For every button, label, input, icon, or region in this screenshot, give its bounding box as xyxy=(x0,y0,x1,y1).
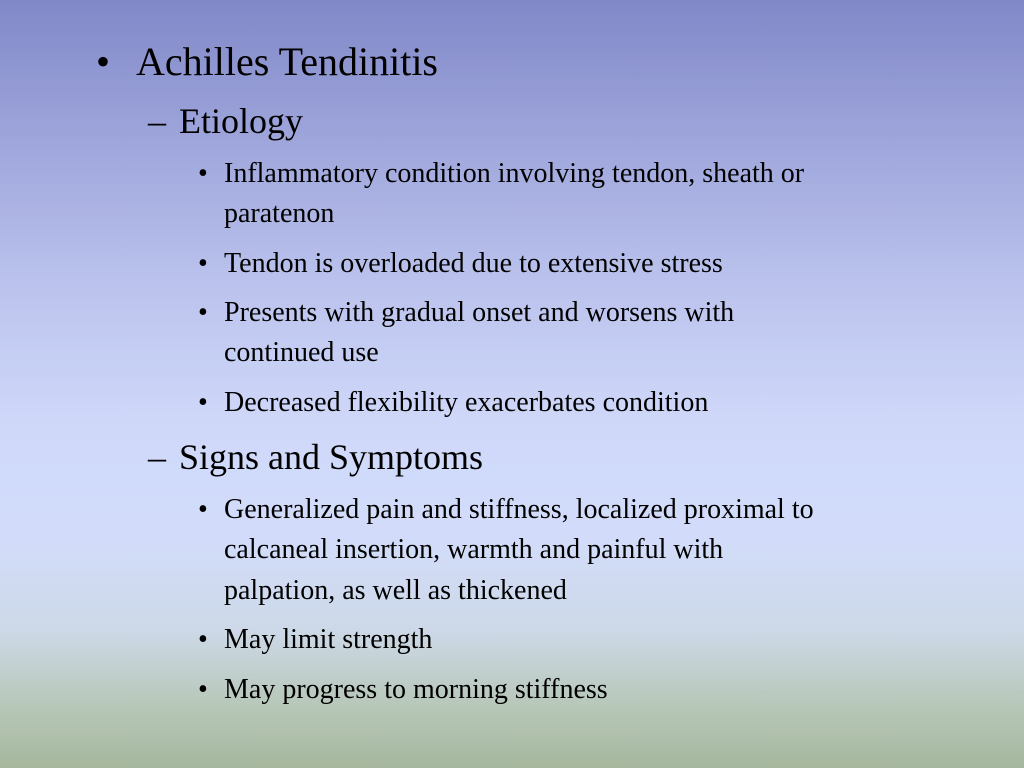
main-bullet-title: Achilles Tendinitis xyxy=(136,39,438,84)
bullet-marker: • xyxy=(96,39,111,84)
item-text-line: Generalized pain and stiffness, localized proximal to xyxy=(224,494,814,525)
item-text-line: palpation, as well as thickened xyxy=(224,575,567,606)
bullet-marker: • xyxy=(198,248,208,279)
section-heading-etiology: Etiology xyxy=(179,101,303,141)
dash-marker: – xyxy=(148,101,166,141)
bullet-marker: • xyxy=(198,297,208,328)
bullet-marker: • xyxy=(198,158,208,189)
item-text-line: paratenon xyxy=(224,198,335,229)
bullet-marker: • xyxy=(198,674,208,705)
bullet-marker: • xyxy=(198,494,208,525)
item-text-line: May progress to morning stiffness xyxy=(224,674,608,705)
item-text-line: continued use xyxy=(224,337,379,368)
dash-marker: – xyxy=(148,437,166,477)
bullet-marker: • xyxy=(198,624,208,655)
section-heading-signs-and-symptoms: Signs and Symptoms xyxy=(179,437,484,477)
item-text-line: Presents with gradual onset and worsens with xyxy=(224,297,735,328)
item-text-line: Inflammatory condition involving tendon, sheath or xyxy=(224,158,805,189)
item-text-line: calcaneal insertion, warmth and painful with xyxy=(224,534,724,565)
item-text-line: May limit strength xyxy=(224,624,433,655)
item-text-line: Decreased flexibility exacerbates condition xyxy=(224,387,709,418)
item-text-line: Tendon is overloaded due to extensive stress xyxy=(224,248,723,279)
bullet-marker: • xyxy=(198,387,208,418)
